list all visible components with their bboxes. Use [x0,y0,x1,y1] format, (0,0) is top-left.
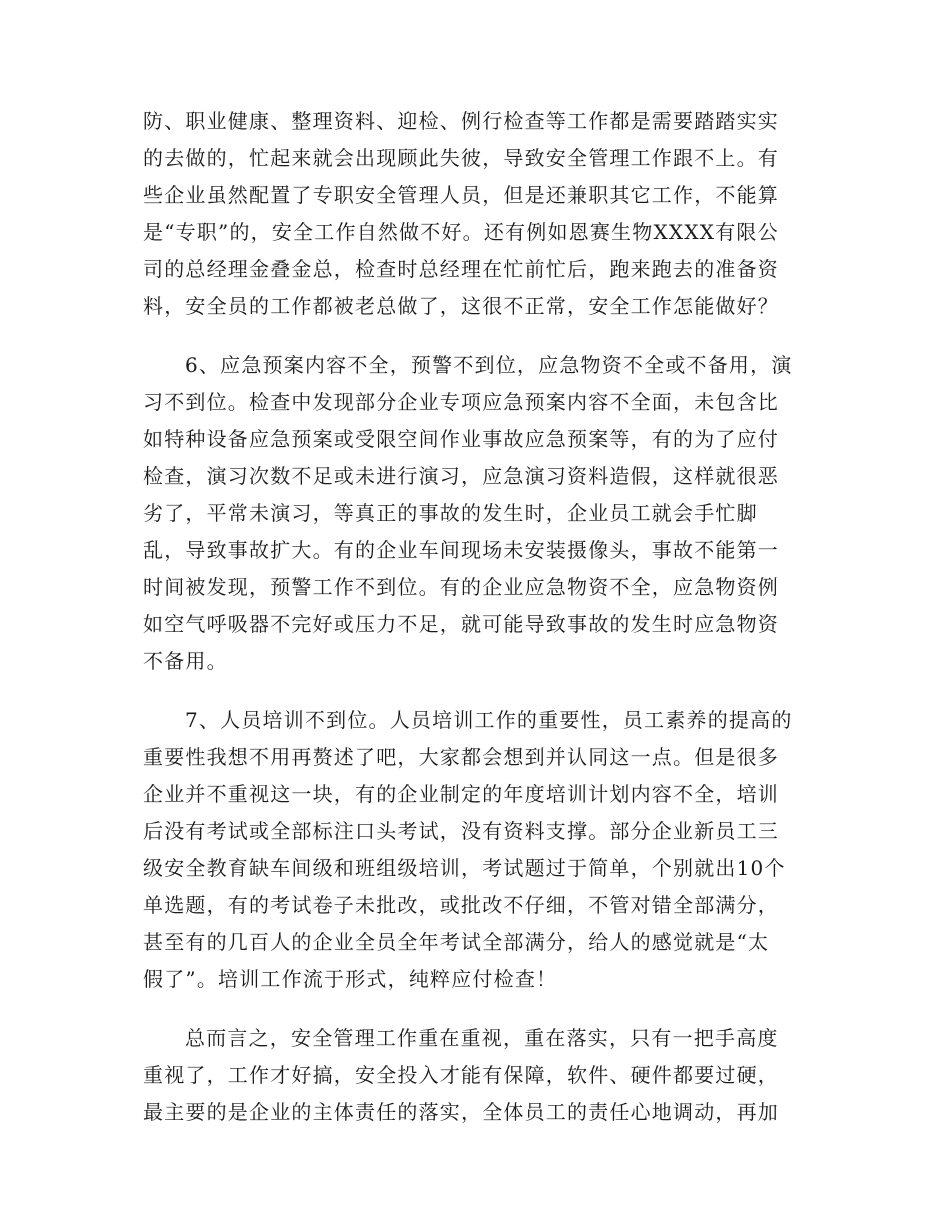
paragraph-spacer [143,998,807,1020]
paragraph-emergency-plan [143,347,807,680]
text-line: 7、人员培训不到位。人员培训工作的重要性，员工素养的提高的 [185,708,793,732]
text-line: 检查，演习次数不足或未进行演习，应急演习资料造假，这样就很恶 [143,464,779,488]
text-line: 是“专职”的，安全工作自然做不好。还有例如恩赛生物XXXX有限公 [143,220,779,244]
text-line: 司的总经理金叠金总，检查时总经理在忙前忙后，跑来跑去的准备资 [143,257,779,281]
text-line: 6、应急预案内容不全，预警不到位，应急物资不全或不备用，演 [185,353,793,377]
text-line: 不备用。 [143,649,228,673]
text-line: 如特种设备应急预案或受限空间作业事故应急预案等，有的为了应付 [143,427,779,451]
paragraph-spacer [143,325,807,347]
text-line: 如空气呼吸器不完好或压力不足，就可能导致事故的发生时应急物资 [143,612,779,636]
paragraph-training [143,702,807,998]
text-line: 时间被发现，预警工作不到位。有的企业应急物资不全，应急物资例 [143,575,779,599]
text-line: 防、职业健康、整理资料、迎检、例行检查等工作都是需要踏踏实实 [143,109,779,133]
text-line: 重视了，工作才好搞，安全投入才能有保障，软件、硬件都要过硬， [143,1063,779,1087]
text-line: 总而言之，安全管理工作重在重视，重在落实，只有一把手高度 [185,1026,779,1050]
text-line: 后没有考试或全部标注口头考试，没有资料支撑。部分企业新员工三 [143,819,779,843]
text-line: 些企业虽然配置了专职安全管理人员，但是还兼职其它工作，不能算 [143,183,779,207]
text-line: 的去做的，忙起来就会出现顾此失彼，导致安全管理工作跟不上。有 [143,146,779,170]
text-line: 料，安全员的工作都被老总做了，这很不正常，安全工作怎能做好？ [143,294,779,318]
text-line: 乱，导致事故扩大。有的企业车间现场未安装摄像头，事故不能第一 [143,538,779,562]
text-line: 最主要的是企业的主体责任的落实，全体员工的责任心地调动，再加 [143,1100,779,1124]
text-line: 企业并不重视这一块，有的企业制定的年度培训计划内容不全，培训 [143,782,779,806]
text-line: 习不到位。检查中发现部分企业专项应急预案内容不全面，未包含比 [143,390,779,414]
paragraph-spacer [143,680,807,702]
text-line: 劣了，平常未演习，等真正的事故的发生时，企业员工就会手忙脚 [143,501,758,525]
text-line: 甚至有的几百人的企业全员全年考试全部满分，给人的感觉就是“太 [143,930,770,954]
text-line: 单选题，有的考试卷子未批改，或批改不仔细，不管对错全部满分， [143,893,779,917]
text-line: 重要性我想不用再赘述了吧，大家都会想到并认同这一点。但是很多 [143,745,779,769]
text-line: 假了”。培训工作流于形式，纯粹应付检查！ [143,967,558,991]
document-body [143,103,807,1131]
text-line: 级安全教育缺车间级和班组级培训，考试题过于简单，个别就出10个 [143,856,786,880]
paragraph-summary [143,1020,807,1131]
paragraph-staffing-issues [143,103,807,325]
